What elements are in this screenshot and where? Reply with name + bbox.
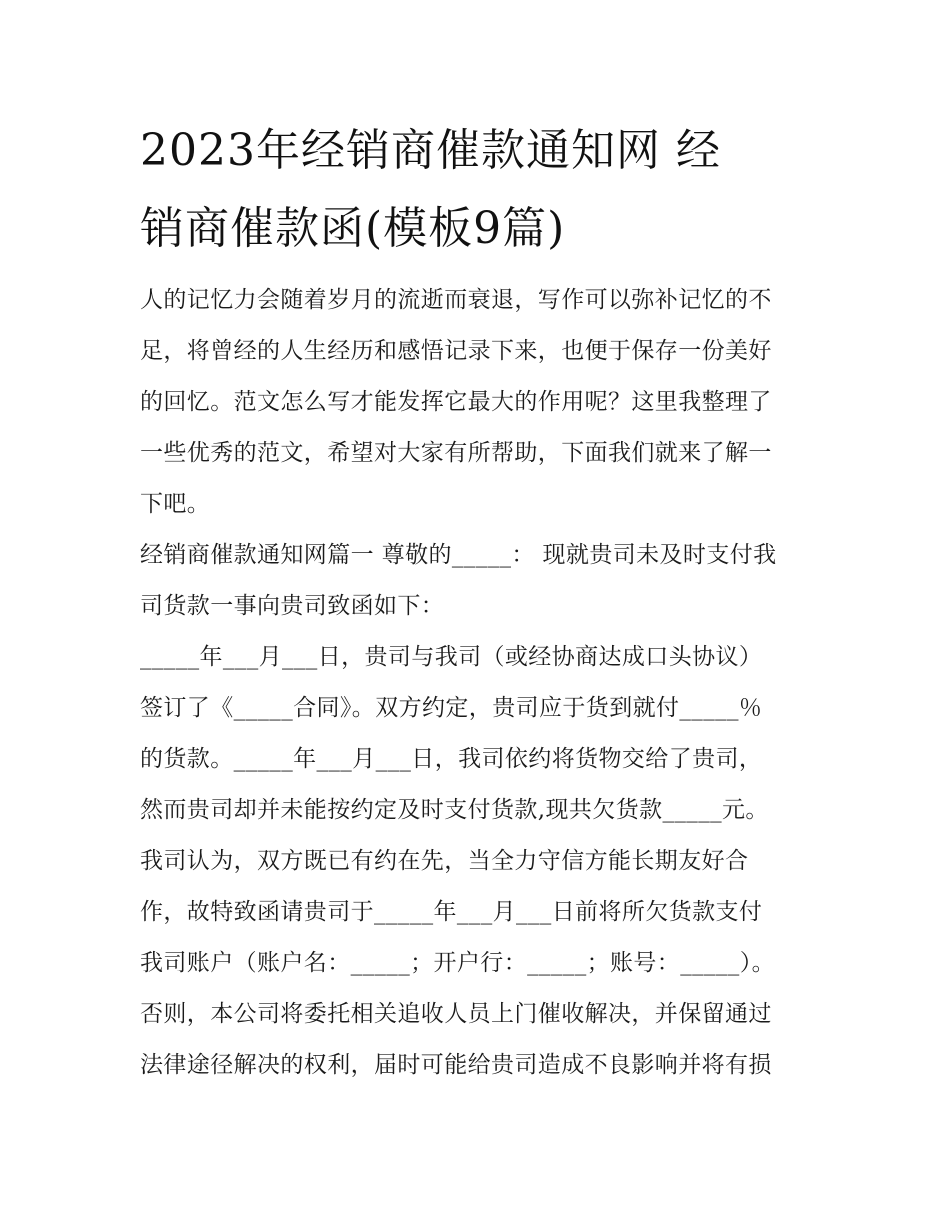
body-line: 作，故特致函请贵司于_____年___月___日前将所欠货款支付 bbox=[140, 899, 763, 925]
body-line: 下吧。 bbox=[140, 491, 211, 517]
body-line: 法律途径解决的权利，届时可能给贵司造成不良影响并将有损 bbox=[140, 1052, 772, 1078]
body-line: 一些优秀的范文，希望对大家有所帮助，下面我们就来了解一 bbox=[140, 440, 772, 466]
body-line: 签订了《_____合同》。双方约定，贵司应于货到就付_____％ bbox=[140, 695, 763, 721]
body-line: 否则，本公司将委托相关追收人员上门催收解决，并保留通过 bbox=[140, 1001, 772, 1027]
body-line: 司货款一事向贵司致函如下： bbox=[140, 593, 445, 619]
document-title bbox=[140, 112, 820, 268]
body-line: 然而贵司却并未能按约定及时支付货款,现共欠货款_____元。 bbox=[140, 797, 769, 823]
document-body bbox=[140, 275, 820, 1091]
body-line: 足，将曾经的人生经历和感悟记录下来，也便于保存一份美好 bbox=[140, 338, 772, 364]
title-line: 2023年经销商催款通知网 经 bbox=[140, 125, 721, 176]
body-line: 经销商催款通知网篇一 尊敬的_____： 现就贵司未及时支付我 bbox=[140, 542, 777, 568]
body-line: 的回忆。范文怎么写才能发挥它最大的作用呢？这里我整理了 bbox=[140, 389, 772, 415]
body-line: 我司认为，双方既已有约在先，当全力守信方能长期友好合 bbox=[140, 848, 749, 874]
body-line: 的货款。_____年___月___日，我司依约将货物交给了贵司， bbox=[140, 746, 763, 772]
title-line: 销商催款函(模板9篇) bbox=[140, 203, 566, 254]
body-line: 人的记忆力会随着岁月的流逝而衰退，写作可以弥补记忆的不 bbox=[140, 287, 772, 313]
body-line: _____年___月___日，贵司与我司（或经协商达成口头协议） bbox=[140, 644, 763, 670]
body-line: 我司账户（账户名：_____；开户行：_____；账号：_____）。 bbox=[140, 950, 775, 976]
